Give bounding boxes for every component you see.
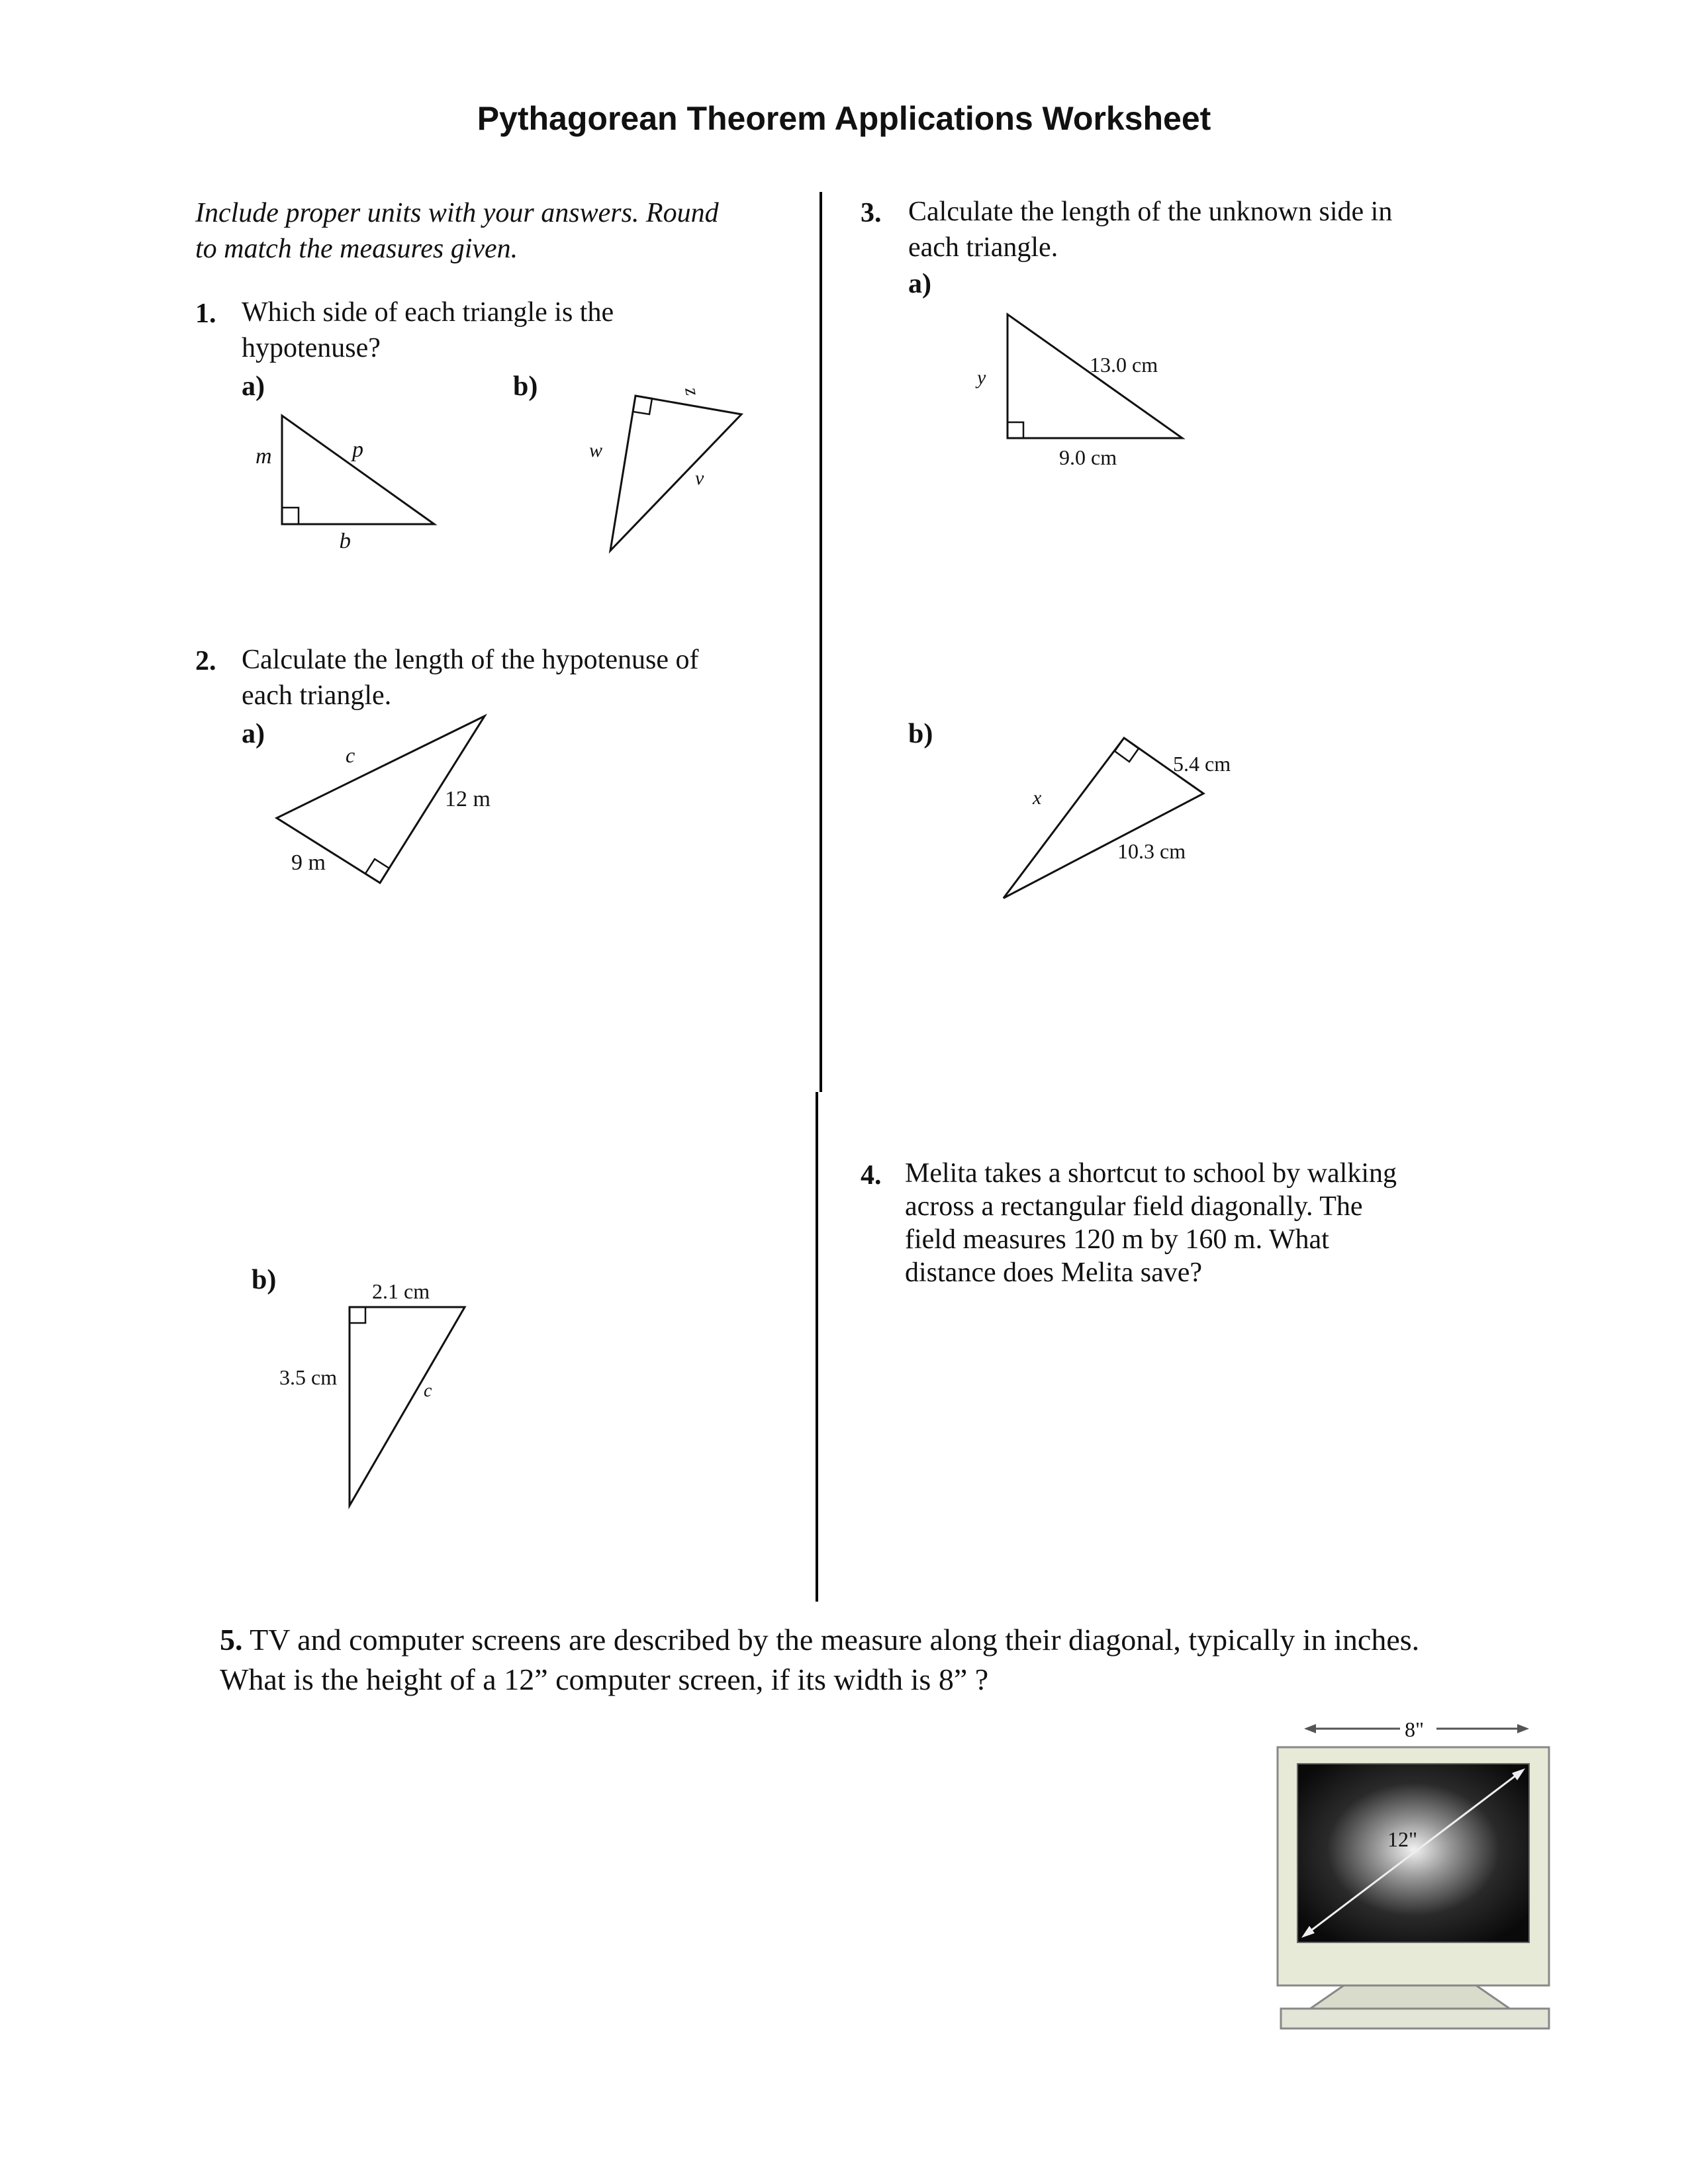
right-angle-marker	[1115, 738, 1139, 762]
q4-line-1: Melita takes a shortcut to school by walking	[905, 1158, 1397, 1189]
q1b-triangle	[610, 396, 741, 551]
q1a-triangle	[282, 416, 434, 524]
q1a-triangle-figure	[238, 397, 457, 569]
q3-part-b-label: b)	[908, 719, 933, 749]
q3a-triangle-figure	[966, 298, 1205, 477]
q1-text	[242, 295, 614, 366]
q2a-triangle-figure	[265, 708, 530, 893]
q2a-leg-9m: 9 m	[291, 850, 326, 875]
q3-number: 3.	[861, 198, 882, 228]
q2b-side-left: 3.5 cm	[279, 1365, 338, 1389]
q2b-triangle	[350, 1307, 465, 1506]
q3b-hyp-label: 10.3 cm	[1117, 839, 1186, 863]
q3b-triangle-figure	[993, 725, 1244, 910]
instructions-line-1: Include proper units with your answers. Round	[195, 198, 719, 228]
q2-part-b-label: b)	[252, 1265, 277, 1295]
q3a-unknown-y: y	[977, 367, 986, 388]
q4-line-3: field measures 120 m by 160 m. What	[905, 1224, 1329, 1255]
q1-line-2: hypotenuse?	[242, 333, 381, 363]
q2b-hyp-c: c	[424, 1381, 432, 1401]
right-angle-marker	[633, 396, 652, 414]
q1-part-b-label: b)	[513, 371, 538, 402]
q1b-side-z: z	[680, 385, 704, 398]
right-angle-marker	[365, 859, 389, 883]
q5-text	[220, 1620, 1419, 1700]
arrow-right-icon	[1517, 1724, 1529, 1733]
q5-line-2: What is the height of a 12” computer screen, if its width is 8” ?	[220, 1662, 989, 1696]
q1a-side-p: p	[352, 437, 363, 462]
arrow-left-icon	[1304, 1724, 1316, 1733]
q5-line-1: TV and computer screens are described by the measure along their diagonal, typically in inches.	[250, 1623, 1420, 1657]
q3a-hyp-label: 13.0 cm	[1090, 353, 1158, 377]
monitor-width-label: 8"	[1405, 1717, 1425, 1741]
q1-line-1: Which side of each triangle is the	[242, 297, 614, 328]
q1a-side-q: q	[340, 532, 351, 557]
q1b-triangle-figure	[569, 371, 755, 563]
q2-line-1: Calculate the length of the hypotenuse of	[242, 645, 699, 675]
q2-part-a-label: a)	[242, 719, 265, 749]
q3-line-1: Calculate the length of the unknown side in	[908, 197, 1393, 227]
q2-line-2: each triangle.	[242, 680, 392, 711]
q2a-leg-12m: 12 m	[445, 787, 491, 811]
q4-text	[905, 1157, 1397, 1289]
q1-number: 1.	[195, 298, 216, 329]
q3-line-2: each triangle.	[908, 232, 1058, 263]
q4-line-4: distance does Melita save?	[905, 1257, 1202, 1288]
q2-number: 2.	[195, 646, 216, 676]
worksheet-title: Pythagorean Theorem Applications Worksheet	[477, 100, 1211, 137]
monitor-base	[1281, 2009, 1549, 2028]
q1b-side-w: w	[589, 439, 603, 461]
right-angle-marker	[282, 508, 299, 524]
column-divider-bottom	[816, 1092, 818, 1602]
q3b-unknown-x: x	[1033, 787, 1042, 809]
q1-part-a-label: a)	[242, 371, 265, 402]
right-angle-marker	[350, 1307, 365, 1323]
q3-text	[908, 194, 1392, 265]
right-angle-marker	[1008, 422, 1023, 438]
instructions	[195, 195, 719, 267]
q5-number: 5.	[220, 1623, 243, 1657]
q2b-side-top: 2.1 cm	[372, 1279, 430, 1303]
q3b-leg-label: 5.4 cm	[1173, 752, 1231, 776]
q1a-side-m: m	[256, 444, 272, 469]
instructions-line-2: to match the measures given.	[195, 234, 518, 264]
q2-text	[242, 642, 698, 713]
q2b-triangle-figure	[265, 1271, 477, 1522]
monitor-diagonal-label: 12"	[1387, 1827, 1418, 1851]
q1b-side-v: v	[695, 467, 704, 489]
q3a-base-label: 9.0 cm	[1059, 445, 1117, 469]
q3-part-a-label: a)	[908, 269, 931, 299]
monitor-illustration	[1211, 1707, 1582, 2038]
column-divider-top	[820, 192, 822, 1092]
q4-line-2: across a rectangular field diagonally. The	[905, 1191, 1363, 1222]
q2a-hyp-c: c	[346, 743, 355, 767]
q4-number: 4.	[861, 1160, 882, 1191]
